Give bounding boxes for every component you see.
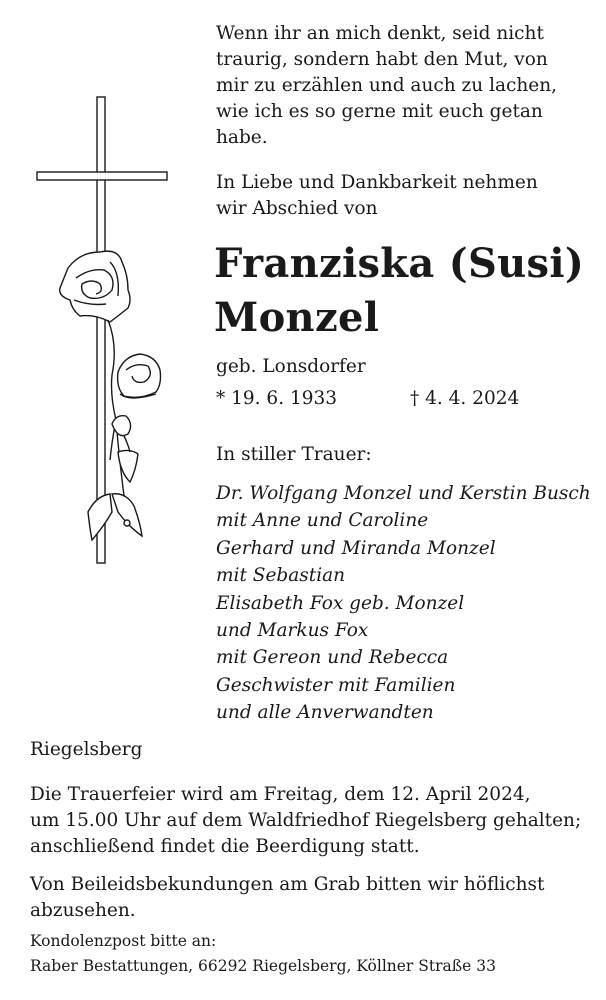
birth-name: geb. Lonsdorfer xyxy=(216,356,366,377)
poem-line: mir zu erzählen und auch zu lachen, xyxy=(216,75,558,96)
mourner-line: Gerhard und Miranda Monzel xyxy=(216,537,496,559)
upper-rose xyxy=(60,251,130,322)
cross-horizontal-beam xyxy=(37,172,167,180)
mourners-list xyxy=(216,480,591,727)
mourning-heading: In stiller Trauer: xyxy=(216,444,372,465)
mourner-line: mit Anne und Caroline xyxy=(216,510,429,532)
mourner-line: Geschwister mit Familien xyxy=(216,674,456,696)
condolence-address xyxy=(30,929,496,979)
intro-line: In Liebe und Dankbarkeit nehmen xyxy=(216,172,538,193)
deceased-name-last: Monzel xyxy=(214,294,380,341)
rose-bud xyxy=(112,416,131,436)
ceremony-line: um 15.00 Uhr auf dem Waldfriedhof Riegelsberg gehalten; xyxy=(30,810,582,831)
mourner-line: Elisabeth Fox geb. Monzel xyxy=(216,592,465,614)
cross-with-roses-illustration xyxy=(0,0,210,600)
mourner-line: Dr. Wolfgang Monzel und Kerstin Busch xyxy=(216,483,591,504)
poem xyxy=(216,21,557,151)
place: Riegelsberg xyxy=(30,739,143,760)
cross-vertical-beam xyxy=(97,97,105,563)
intro-text xyxy=(216,170,538,222)
lower-rose xyxy=(118,354,161,397)
poem-line: habe. xyxy=(216,127,268,148)
mourner-line: mit Gereon und Rebecca xyxy=(216,647,449,669)
ceremony-line: anschließend findet die Beerdigung statt. xyxy=(30,836,420,857)
deceased-name-first: Franziska (Susi) xyxy=(214,240,585,287)
ceremony-line: Die Trauerfeier wird am Freitag, dem 12. April 2024, xyxy=(30,784,531,805)
condolence-line: Kondolenzpost bitte an: xyxy=(30,932,217,950)
mourner-line: und alle Anverwandten xyxy=(216,702,434,724)
request-line: abzusehen. xyxy=(30,900,136,921)
poem-line: wie ich es so gerne mit euch getan xyxy=(216,101,543,122)
poem-line: Wenn ihr an mich denkt, seid nicht xyxy=(216,23,544,44)
poem-line: traurig, sondern habt den Mut, von xyxy=(216,49,548,70)
death-date: † 4. 4. 2024 xyxy=(410,388,520,409)
birth-date: * 19. 6. 1933 xyxy=(216,388,338,409)
leaf-right xyxy=(112,494,142,536)
ceremony-info xyxy=(30,782,581,860)
condolence-request xyxy=(30,872,544,924)
mourner-line: mit Sebastian xyxy=(216,565,346,587)
condolence-line: Raber Bestattungen, 66292 Riegelsberg, Köllner Straße 33 xyxy=(30,957,496,975)
request-line: Von Beileidsbekundungen am Grab bitten wir höflichst xyxy=(30,874,545,895)
intro-line: wir Abschied von xyxy=(216,198,378,219)
mourner-line: und Markus Fox xyxy=(216,620,369,642)
